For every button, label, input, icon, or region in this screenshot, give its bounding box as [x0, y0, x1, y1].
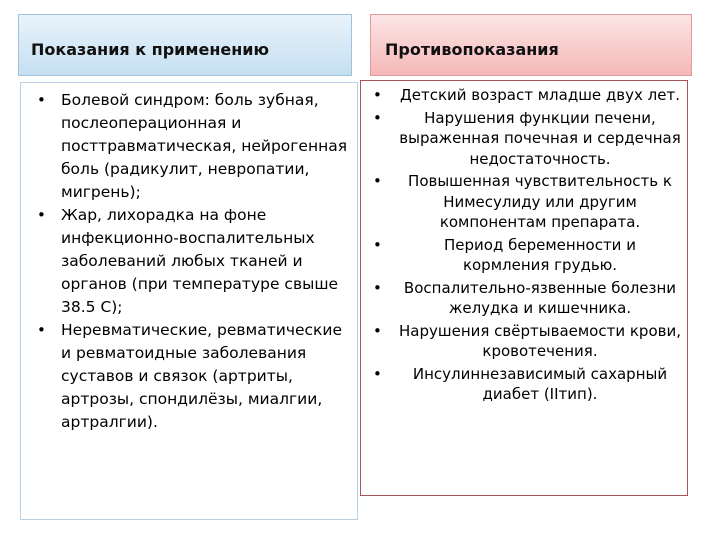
contraindication-item [367, 85, 681, 106]
indications-list-box [20, 82, 358, 520]
bullet-icon: • [373, 278, 382, 297]
contraindication-text: Повышенная чувствительность к Нимесулиду или другим компонентам препарата. [408, 172, 672, 231]
indication-item [29, 319, 351, 434]
indication-item [29, 204, 351, 319]
bullet-icon: • [37, 206, 46, 224]
contraindications-title: Противопоказания [385, 39, 559, 59]
indications-header [18, 14, 352, 76]
contraindication-text: Период беременности и кормления грудью. [444, 235, 636, 274]
bullet-icon: • [373, 321, 382, 340]
bullet-icon: • [373, 108, 382, 127]
indication-text: Жар, лихорадка на фоне инфекционно-воспалительных заболеваний любых тканей и органов (при температуре свыше 38.5 С); [61, 206, 339, 316]
contraindication-text: Инсулиннезависимый сахарный диабет (IIтип). [412, 364, 668, 403]
contraindication-item [367, 364, 681, 405]
contraindications-header [370, 14, 692, 76]
indication-text: Болевой синдром: боль зубная, послеоперационная и посттравматическая, нейрогенная боль (радикулит, невропатии, мигрень); [61, 91, 348, 201]
bullet-icon: • [37, 321, 46, 339]
contraindication-text: Нарушения функции печени, выраженная почечная и сердечная недостаточность. [399, 108, 681, 168]
contraindication-item [367, 321, 681, 362]
contraindication-item [367, 108, 681, 170]
contraindication-text: Нарушения свёртываемости крови, кровотечения. [399, 321, 681, 360]
contraindication-item [367, 171, 681, 233]
contraindication-text: Воспалительно-язвенные болезни желудка и кишечника. [403, 278, 677, 317]
contraindication-item [367, 235, 681, 276]
indication-item [29, 89, 351, 204]
bullet-icon: • [373, 172, 382, 190]
contraindication-item [367, 278, 681, 319]
bullet-icon: • [373, 364, 382, 383]
indications-list [29, 89, 351, 434]
indication-text: Неревматические, ревматические и ревматоидные заболевания суставов и связок (артриты, артрозы, спондилёзы, миалгии, артралгии). [61, 321, 343, 431]
contraindications-list-box [360, 80, 688, 496]
contraindications-list [367, 85, 681, 405]
indications-title: Показания к применению [31, 39, 270, 59]
contraindication-text: Детский возраст младше двух лет. [400, 86, 680, 104]
bullet-icon: • [373, 86, 382, 104]
bullet-icon: • [37, 91, 46, 109]
bullet-icon: • [373, 235, 382, 254]
